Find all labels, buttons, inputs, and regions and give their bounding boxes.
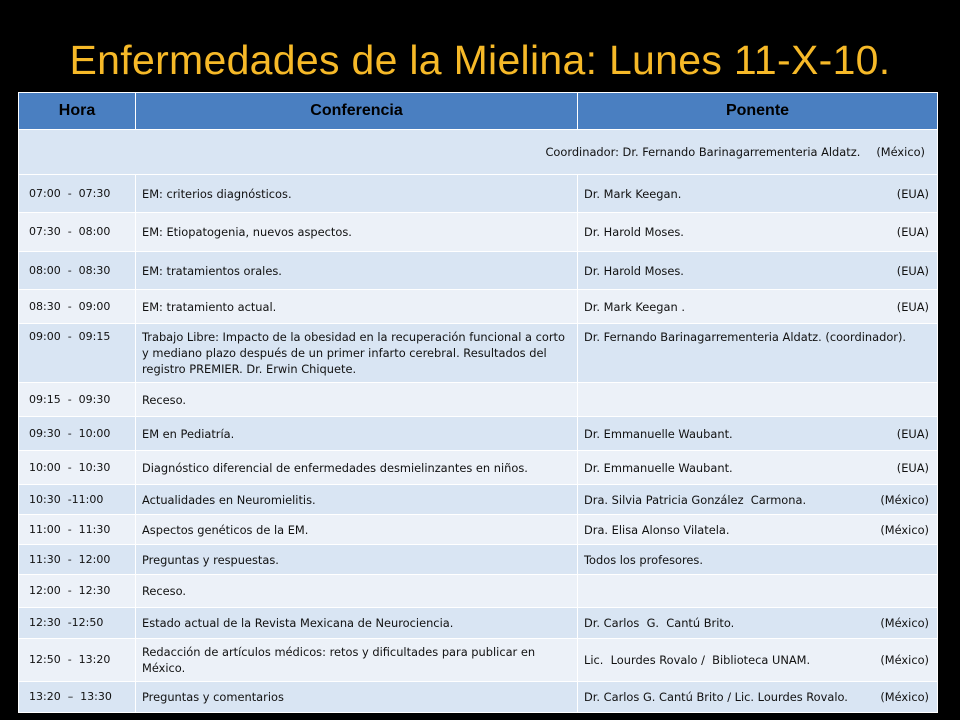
time-cell: 09:15 - 09:30 xyxy=(19,383,136,417)
time-cell: 12:30 -12:50 xyxy=(19,608,136,639)
speaker-cell xyxy=(578,383,938,417)
schedule-row xyxy=(19,515,938,545)
speaker-cell xyxy=(578,639,938,682)
speaker-name: Dr. Harold Moses. xyxy=(584,263,684,278)
speaker-country: (EUA) xyxy=(896,460,929,475)
time-cell: 10:00 - 10:30 xyxy=(19,451,136,485)
time-cell: 11:30 - 12:00 xyxy=(19,545,136,575)
conference-cell: Preguntas y respuestas. xyxy=(136,545,578,575)
schedule-row xyxy=(19,252,938,290)
speaker-name: Dr. Carlos G. Cantú Brito / Lic. Lourdes Rovalo. xyxy=(584,690,848,704)
schedule-row xyxy=(19,545,938,575)
speaker-cell xyxy=(578,485,938,515)
time-cell: 08:30 - 09:00 xyxy=(19,290,136,324)
speaker-cell xyxy=(578,213,938,252)
schedule-row xyxy=(19,290,938,324)
coordinator-country: (México) xyxy=(876,145,925,159)
speaker-country: (EUA) xyxy=(896,299,929,314)
speaker-name: Dr. Emmanuelle Waubant. xyxy=(584,426,733,441)
speaker-country xyxy=(929,552,931,568)
speaker-country xyxy=(929,329,931,345)
speaker-country: (México) xyxy=(880,522,929,537)
speaker-country: (EUA) xyxy=(896,263,929,278)
speaker-country: (EUA) xyxy=(896,225,929,239)
speaker-name: Dra. Silvia Patricia González Carmona. xyxy=(584,492,807,507)
speaker-country: (México) xyxy=(880,653,929,667)
speaker-cell xyxy=(578,252,938,290)
header-hora: Hora xyxy=(19,93,136,130)
conference-cell: Estado actual de la Revista Mexicana de Neurociencia. xyxy=(136,608,578,639)
schedule-row xyxy=(19,682,938,713)
speaker-country: (México) xyxy=(880,492,929,507)
speaker-name: Dr. Mark Keegan. xyxy=(584,186,682,201)
conference-cell: Actualidades en Neuromielitis. xyxy=(136,485,578,515)
time-cell: 09:30 - 10:00 xyxy=(19,417,136,451)
schedule-row xyxy=(19,639,938,682)
schedule-row xyxy=(19,575,938,608)
speaker-cell xyxy=(578,290,938,324)
header-ponente: Ponente xyxy=(578,93,938,130)
conference-cell: EM: tratamiento actual. xyxy=(136,290,578,324)
speaker-name: Todos los profesores. xyxy=(584,552,703,567)
time-cell: 07:00 - 07:30 xyxy=(19,175,136,213)
speaker-name: Dr. Carlos G. Cantú Brito. xyxy=(584,616,735,630)
time-cell: 10:30 -11:00 xyxy=(19,485,136,515)
speaker-cell xyxy=(578,451,938,485)
conference-cell: Diagnóstico diferencial de enfermedades desmielinzantes en niños. xyxy=(136,451,578,485)
speaker-country: (EUA) xyxy=(896,186,929,201)
coordinator-cell xyxy=(19,130,938,175)
speaker-name: Dr. Emmanuelle Waubant. xyxy=(584,460,733,475)
conference-cell: EM en Pediatría. xyxy=(136,417,578,451)
schedule-row xyxy=(19,175,938,213)
time-cell: 13:20 – 13:30 xyxy=(19,682,136,713)
speaker-cell xyxy=(578,608,938,639)
schedule-row xyxy=(19,608,938,639)
speaker-cell xyxy=(578,575,938,608)
speaker-country: (México) xyxy=(880,690,929,704)
speaker-cell xyxy=(578,682,938,713)
speaker-country: (México) xyxy=(880,616,929,630)
time-cell: 12:50 - 13:20 xyxy=(19,639,136,682)
conference-cell: EM: tratamientos orales. xyxy=(136,252,578,290)
speaker-name: Dra. Elisa Alonso Vilatela. xyxy=(584,522,730,537)
speaker-name: Lic. Lourdes Rovalo / Biblioteca UNAM. xyxy=(584,653,811,667)
conference-cell: EM: Etiopatogenia, nuevos aspectos. xyxy=(136,213,578,252)
time-cell: 12:00 - 12:30 xyxy=(19,575,136,608)
time-cell: 07:30 - 08:00 xyxy=(19,213,136,252)
speaker-cell xyxy=(578,515,938,545)
speaker-cell xyxy=(578,324,938,383)
speaker-cell xyxy=(578,417,938,451)
conference-cell: Receso. xyxy=(136,383,578,417)
speaker-name: Dr. Fernando Barinagarrementeria Aldatz. (coordinador). xyxy=(584,330,907,344)
schedule-row xyxy=(19,383,938,417)
coordinator-row xyxy=(19,130,938,175)
time-cell: 09:00 - 09:15 xyxy=(19,324,136,383)
conference-cell: Aspectos genéticos de la EM. xyxy=(136,515,578,545)
schedule-row xyxy=(19,417,938,451)
speaker-cell xyxy=(578,175,938,213)
time-cell: 11:00 - 11:30 xyxy=(19,515,136,545)
schedule-table xyxy=(18,92,938,713)
speaker-cell xyxy=(578,545,938,575)
coordinator-name: Coordinador: Dr. Fernando Barinagarrementeria Aldatz. xyxy=(545,145,861,159)
conference-cell: Trabajo Libre: Impacto de la obesidad en la recuperación funcional a corto y mediano plazo después de un primer infarto cerebral. Resultados del registro PREMIER. Dr. Erwin Chiquete. xyxy=(136,324,578,383)
schedule-row xyxy=(19,485,938,515)
time-cell: 08:00 - 08:30 xyxy=(19,252,136,290)
schedule-row xyxy=(19,213,938,252)
conference-cell: Redacción de artículos médicos: retos y dificultades para publicar en México. xyxy=(136,639,578,682)
conference-cell: Receso. xyxy=(136,575,578,608)
table-header-row xyxy=(19,93,938,130)
schedule-row xyxy=(19,451,938,485)
speaker-country: (EUA) xyxy=(896,426,929,441)
page-title: Enfermedades de la Mielina: Lunes 11-X-10. xyxy=(69,37,891,83)
speaker-name: Dr. Harold Moses. xyxy=(584,225,684,239)
header-conferencia: Conferencia xyxy=(136,93,578,130)
conference-cell: Preguntas y comentarios xyxy=(136,682,578,713)
speaker-name: Dr. Mark Keegan . xyxy=(584,299,685,314)
schedule-row xyxy=(19,324,938,383)
conference-cell: EM: criterios diagnósticos. xyxy=(136,175,578,213)
